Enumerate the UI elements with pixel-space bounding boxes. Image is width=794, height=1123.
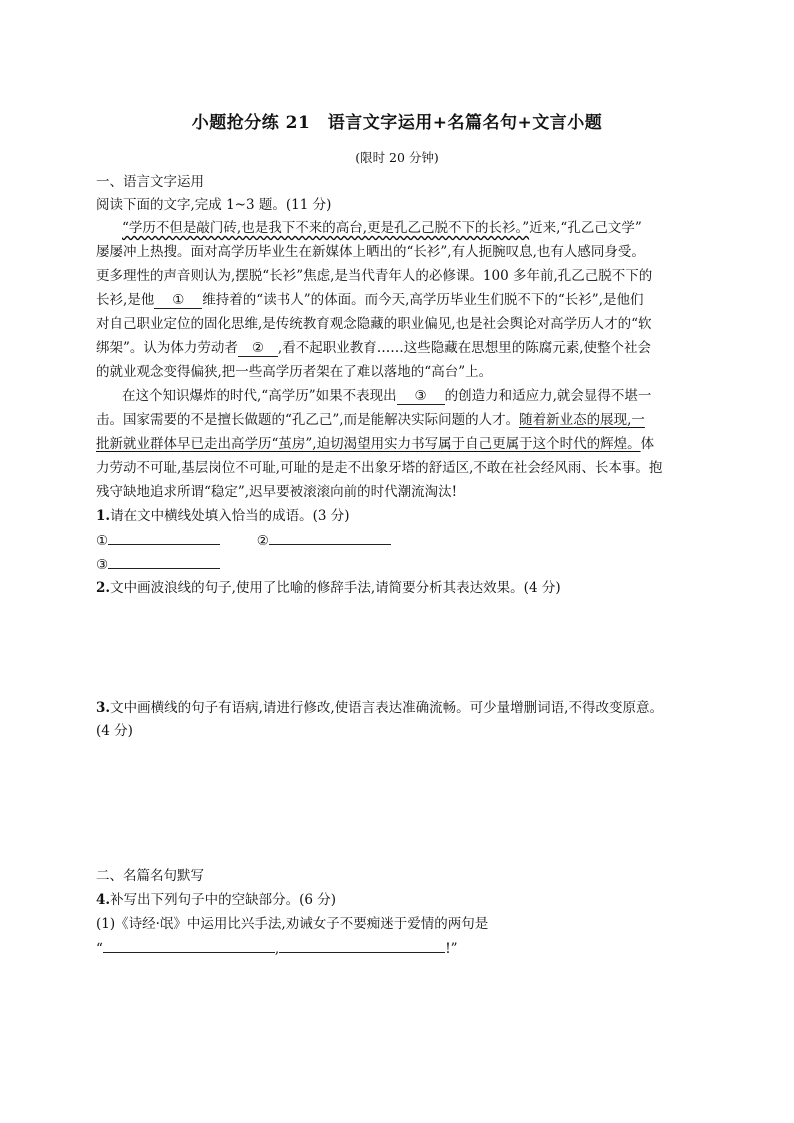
underlined-sentence-part-2: 批新就业群体早已走出高学历“茧房”,迫切渴望用实力书写属于自己更属于这个时代的辉煌。 — [96, 436, 641, 452]
wavy-underlined-sentence: “学历不但是敲门砖,也是我下不来的高台,更是孔乙己脱不下的长衫。” — [122, 220, 530, 236]
answer-field-3[interactable] — [108, 554, 220, 569]
question-3: 3.文中画横线的句子有语病,请进行修改,使语言表达准确流畅。可少量增删词语,不得改变原意。 — [96, 700, 663, 716]
fill-blank-1[interactable]: ① — [154, 292, 202, 309]
section1-heading: 一、语言文字运用 — [96, 174, 204, 190]
passage-line-8: 在这个知识爆炸的时代,“高学历”如果不表现出 ③ 的创造力和适应力,就会显得不堪一 — [122, 388, 652, 404]
answer-row-3: ③ — [96, 554, 696, 575]
answer-row-1-2: ① ② — [96, 530, 696, 551]
passage-line-9: 击。国家需要的不是擅长做题的“孔乙己”,而是能解决实际问题的人才。随着新业态的展现,一 — [96, 412, 645, 428]
passage-line-3: 更多理性的声音则认为,摆脱“长衫”焦虑,是当代青年人的必修课。100 多年前,孔乙己脱不下的 — [96, 268, 653, 284]
passage-line-10: 批新就业群体早已走出高学历“茧房”,迫切渴望用实力书写属于自己更属于这个时代的辉煌。体 — [96, 436, 655, 452]
passage-line-7: 的就业观念变得偏狭,把一些高学历者架在了难以落地的“高台”上。 — [96, 364, 493, 380]
passage-line-2: 屡屡冲上热搜。面对高学历毕业生在新媒体上晒出的“长衫”,有人扼腕叹息,也有人感同身受。 — [96, 244, 645, 260]
question-4: 4.补写出下列句子中的空缺部分。(6 分) — [96, 892, 337, 908]
fill-blank-2[interactable]: ② — [238, 340, 278, 357]
poem-answer-field-2[interactable] — [279, 938, 445, 953]
question-4-answer-row: “ , !” — [96, 938, 696, 959]
answer-field-2[interactable] — [269, 530, 391, 545]
question-1: 1.请在文中横线处填入恰当的成语。(3 分) — [96, 508, 350, 524]
page-title: 小题抢分练 21 语言文字运用+名篇名句+文言小题 — [191, 113, 603, 133]
section2-heading: 二、名篇名句默写 — [96, 868, 204, 884]
time-limit: (限时 20 分钟) — [355, 150, 439, 165]
question-number: 1. — [96, 508, 111, 524]
passage-line-4: 长衫,是他 ① 维持着的“读书人”的体面。而今天,高学历毕业生们脱不下的“长衫”,是他们 — [96, 292, 644, 308]
passage-line-12: 残守缺地追求所谓“稳定”,迟早要被滚滚向前的时代潮流淘汰! — [96, 484, 458, 500]
poem-answer-field-1[interactable] — [103, 938, 275, 953]
fill-blank-3[interactable]: ③ — [397, 388, 445, 405]
passage-line-6: 绑架”。认为体力劳动者 ② ,看不起职业教育……这些隐藏在思想里的陈腐元素,使整个社会 — [96, 340, 651, 356]
passage-line-11: 力劳动不可耻,基层岗位不可耻,可耻的是走不出象牙塔的舒适区,不敢在社会经风雨、长本事。抱 — [96, 460, 663, 476]
answer-field-1[interactable] — [108, 530, 220, 545]
question-4-item-1: (1)《诗经·氓》中运用比兴手法,劝诫女子不要痴迷于爱情的两句是 — [96, 916, 489, 932]
question-2: 2.文中画波浪线的句子,使用了比喻的修辞手法,请简要分析其表达效果。(4 分) — [96, 580, 561, 596]
underlined-sentence-part-1: 随着新业态的展现,一 — [519, 412, 645, 428]
passage-line-1: “学历不但是敲门砖,也是我下不来的高台,更是孔乙己脱不下的长衫。”近来,“孔乙己文学” — [122, 220, 642, 236]
question-3-score: (4 分) — [96, 723, 133, 739]
passage-line-5: 对自己职业定位的固化思维,是传统教育观念隐藏的职业偏见,也是社会舆论对高学历人才的“软 — [96, 316, 652, 332]
section1-instruction: 阅读下面的文字,完成 1~3 题。(11 分) — [96, 197, 332, 213]
